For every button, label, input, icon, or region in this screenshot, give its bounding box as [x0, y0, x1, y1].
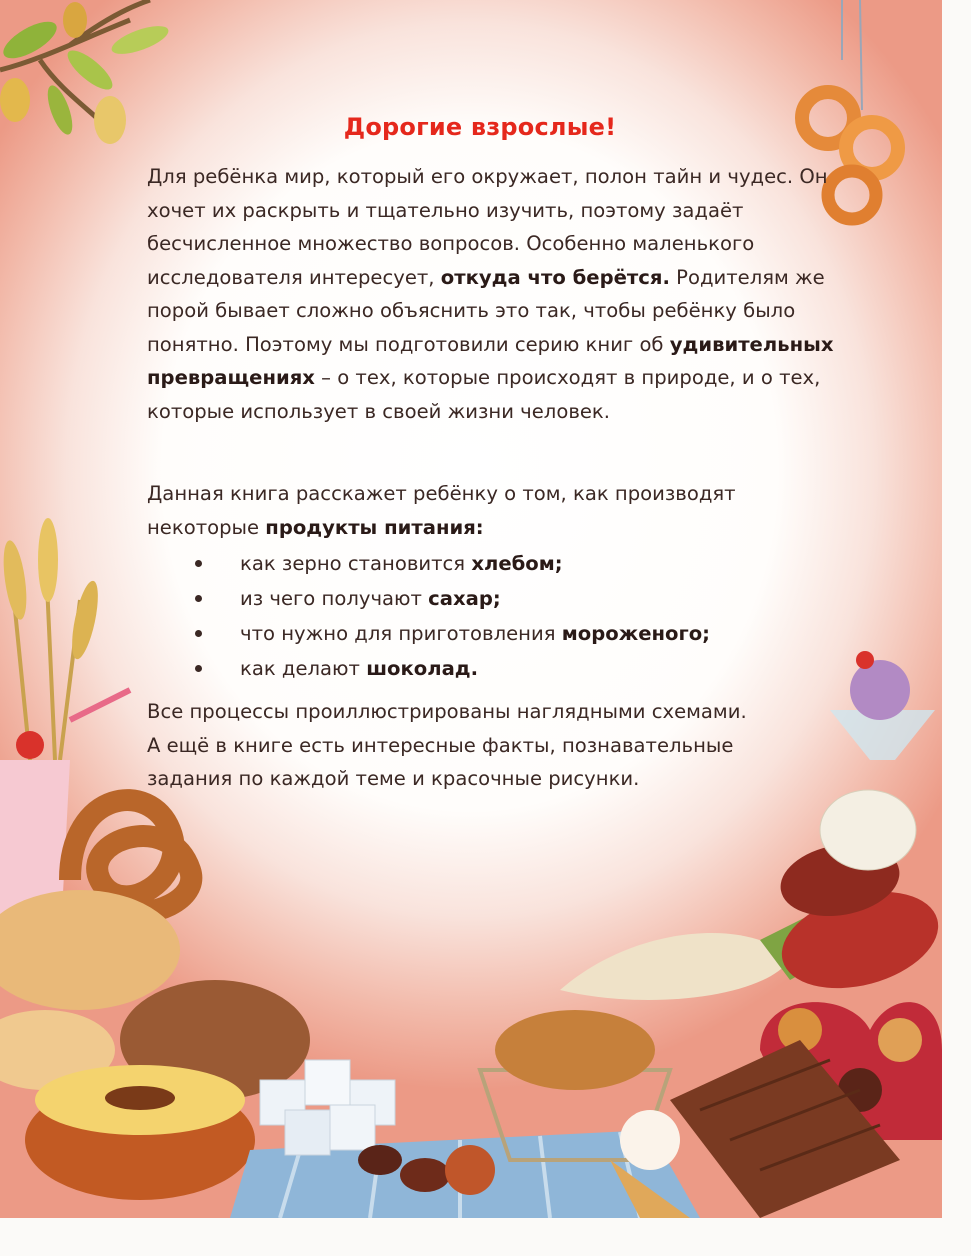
- list-item-text: из чего получают: [240, 587, 429, 610]
- list-item-bold: мороженого;: [561, 622, 711, 645]
- bullet-dot: [195, 595, 202, 602]
- bullet-dot: [195, 630, 202, 637]
- list-item: [190, 651, 710, 686]
- products-list: [190, 546, 710, 686]
- list-item: [190, 581, 710, 616]
- list-item-text: как делают: [240, 657, 367, 680]
- intro-bold-2: удивительных превращениях: [147, 332, 834, 389]
- book-bold: продукты питания:: [265, 515, 484, 539]
- summary-line: Все процессы проиллюстрированы наглядными схемами.: [147, 700, 747, 723]
- summary-paragraph: [147, 695, 847, 796]
- wheat-illustration: [0, 518, 103, 760]
- scan-margin-right: [942, 0, 971, 1256]
- summary-line: задания по каждой теме и красочные рисунки.: [147, 767, 640, 790]
- intro-text-1: Для ребёнка мир, который его окружает, полон тайн и чудес. Он хочет их раскрыть и тщательно изучить, поэтому задаёт бесчисленное множество вопросов. Особенно маленького исследователя интересует,: [147, 165, 828, 289]
- intro-bold-1: откуда что берётся.: [440, 265, 670, 289]
- list-item-bold: хлебом;: [471, 552, 563, 575]
- page-title: Дорогие взрослые!: [343, 113, 617, 141]
- bullet-dot: [195, 560, 202, 567]
- bullet-dot: [195, 665, 202, 672]
- list-item-text: что нужно для приготовления: [240, 622, 562, 645]
- list-item-bold: шоколад.: [366, 657, 479, 680]
- list-item-text: как зерно становится: [240, 552, 472, 575]
- intro-text-2: Родителям же порой бывает сложно объяснить это так, чтобы ребёнку было понятно. Поэтому мы подготовили серию книг об: [147, 265, 825, 356]
- intro-paragraph: [147, 160, 847, 428]
- list-item: [190, 616, 710, 651]
- garlic-illustration: [820, 790, 916, 870]
- list-item: [190, 546, 710, 581]
- summary-line: А ещё в книге есть интересные факты, познавательные: [147, 733, 734, 757]
- cake-illustration: [25, 1065, 255, 1200]
- list-item-bold: сахар;: [428, 587, 501, 610]
- scan-margin-bottom: [0, 1218, 971, 1256]
- book-paragraph: [147, 477, 847, 544]
- intro-text-3: – о тех, которые происходят в природе, и о тех, которые использует в своей жизни человек.: [147, 366, 821, 423]
- book-text: Данная книга расскажет ребёнку о том, как производят некоторые: [147, 482, 736, 539]
